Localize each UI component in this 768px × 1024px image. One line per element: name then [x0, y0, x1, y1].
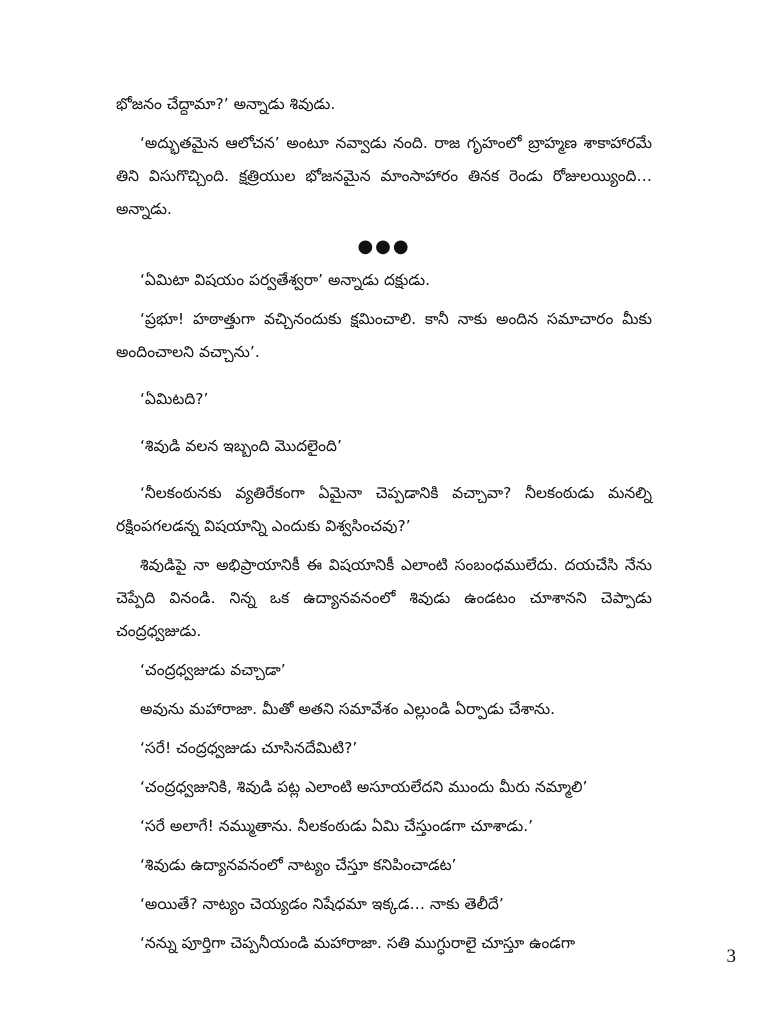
section-separator: ●●●: [357, 236, 411, 257]
page-body: [116, 88, 652, 960]
paragraph-14: ‘శివుడు ఉద్యానవనంలో నాట్యం చేస్తూ కనిపించాడట’: [140, 856, 457, 874]
paragraph-1: భోజనం చేద్దామా?’ అన్నాడు శివుడు.: [116, 95, 336, 113]
paragraph-10: అవును మహారాజా. మీతో అతని సమావేశం ఎల్లుండి ఏర్పాడు చేశాను.: [140, 700, 556, 718]
paragraph-7: ‘నీలకంఠునకు వ్యతిరేకంగా ఏమైనా చెప్పడానికి వచ్చావా? నీలకంఠుడు మనల్ని రక్షింపగలడన్న విషయాన్ని ఎందుకు విశ్వసించవు?’: [116, 484, 652, 535]
paragraph-15: ‘అయితే? నాట్యం చెయ్యడం నిషేధమా ఇక్కడ… నాకు తెలీదే’: [140, 895, 504, 913]
paragraph-2: ‘అద్భుతమైన ఆలోచన’ అంటూ నవ్వాడు నంది. రాజ గృహంలో బ్రాహ్మణ శాకాహారమే తిని విసుగొచ్చింది. క్షత్రియుల భోజనమైన మాంసాహారం తినక రెండు రోజులయ్యింది… అన్నాడు.: [116, 134, 652, 218]
paragraph-6: ‘శివుడి వలన ఇబ్బంది మొదలైంది’: [140, 437, 342, 455]
paragraph-5: ‘ఏమిటది?’: [140, 390, 209, 408]
paragraph-13: ‘సరే అలాగే! నమ్ముతాను. నీలకంఠుడు ఏమి చేస్తుండగా చూశాడు.’: [140, 817, 534, 835]
paragraph-4: ‘ప్రభూ! హఠాత్తుగా వచ్చినందుకు క్షమించాలి. కానీ నాకు అందిన సమాచారం మీకు అందించాలని వచ్చాను’.: [116, 310, 652, 361]
paragraph-11: ‘సరే! చంద్రధ్వజుడు చూసినదేమిటి?’: [140, 739, 358, 757]
paragraph-9: ‘చంద్రధ్వజుడు వచ్చాడా’: [140, 661, 286, 679]
paragraph-3: ‘ఏమిటా విషయం పర్వతేశ్వరా’ అన్నాడు దక్షుడు.: [140, 271, 431, 289]
paragraph-16: ‘నన్ను పూర్తిగా చెప్పనీయండి మహారాజా. సతి ముగ్ధురాలై చూస్తూ ఉండగా: [140, 934, 576, 952]
paragraph-12: ‘చంద్రధ్వజునికి, శివుడి పట్ల ఎలాంటి అసూయలేదని ముందు మీరు నమ్మాలి’: [140, 778, 588, 796]
page-number: 3: [726, 946, 736, 967]
paragraph-8: శివుడిపై నా అభిప్రాయానికీ ఈ విషయానికీ ఎలాంటి సంబంధములేదు. దయచేసి నేను చెప్పేది వినండి. నిన్న ఒక ఉద్యానవనంలో శివుడు ఉండటం చూశానని చెప్పాడు చంద్రధ్వజుడు.: [116, 556, 652, 640]
